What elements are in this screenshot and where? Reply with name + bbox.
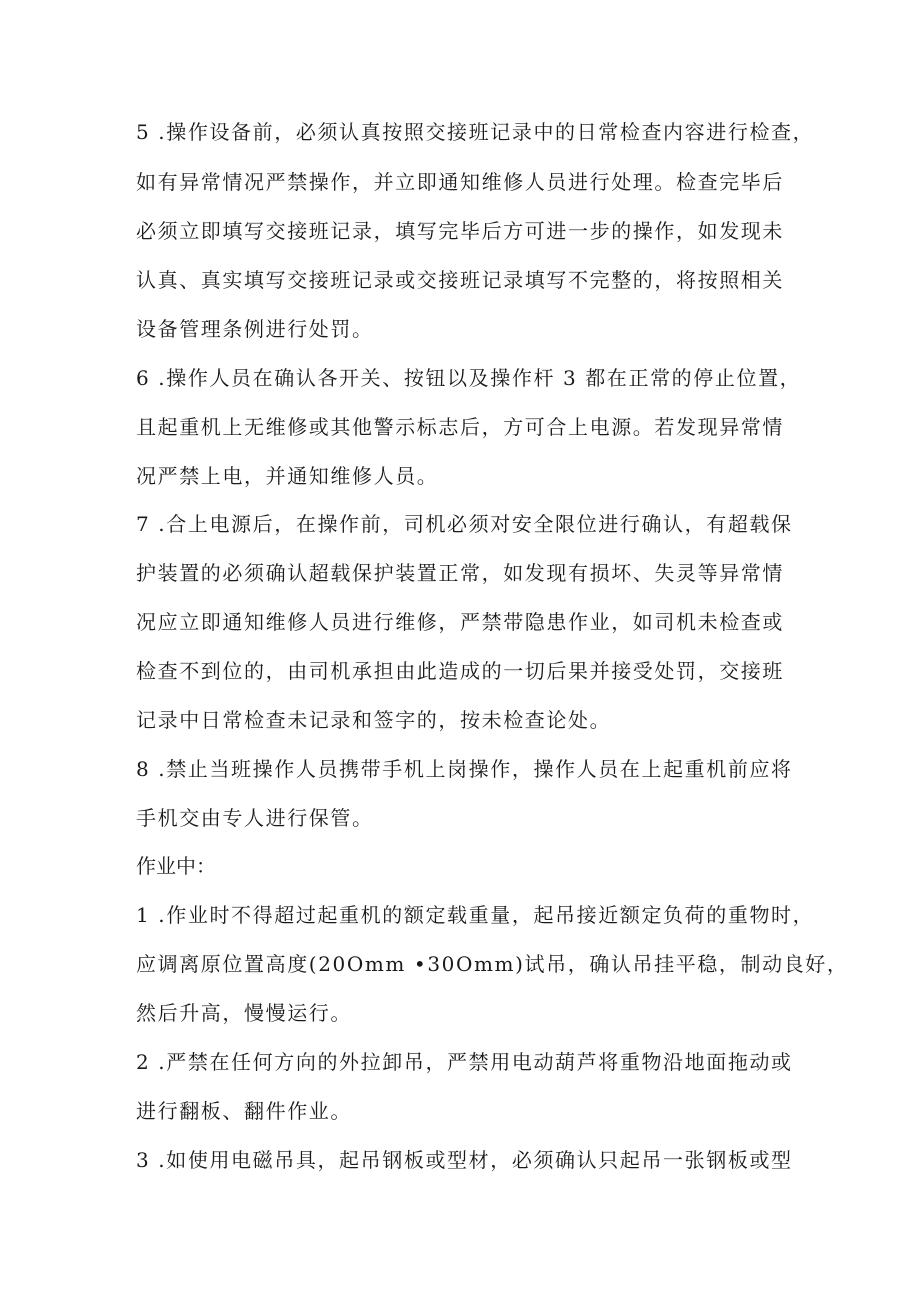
text-line: 设备管理条例进行处罚。 — [136, 317, 374, 341]
text-line: 况应立即通知维修人员进行维修，严禁带隐患作业，如司机未检查或 — [136, 610, 784, 634]
text-line: 检查不到位的，由司机承担由此造成的一切后果并接受处罚，交接班 — [136, 659, 784, 683]
text-line: 且起重机上无维修或其他警示标志后，方可合上电源。若发现异常情 — [136, 415, 784, 439]
text-line: 1 .作业时不得超过起重机的额定载重量，起吊接近额定负荷的重物时， — [136, 903, 815, 927]
text-line: 2 .严禁在任何方向的外拉卸吊，严禁用电动葫芦将重物沿地面拖动或 — [136, 1050, 793, 1074]
text-line: 况严禁上电，并通知维修人员。 — [136, 464, 439, 488]
section-heading: 作业中： — [136, 854, 216, 878]
text-line: 记录中日常检查未记录和签字的，按未检查论处。 — [136, 708, 612, 732]
text-line: 必须立即填写交接班记录，填写完毕后方可进一步的操作，如发现未 — [136, 219, 784, 243]
text-line: 应调离原位置高度(20Omm •30Omm)试吊，确认吊挂平稳，制动良好， — [136, 952, 849, 976]
text-line: 认真、真实填写交接班记录或交接班记录填写不完整的，将按照相关 — [136, 268, 784, 292]
text-line: 护装置的必须确认超载保护装置正常，如发现有损坏、失灵等异常情 — [136, 561, 784, 585]
text-line: 3 .如使用电磁吊具，起吊钢板或型材，必须确认只起吊一张钢板或型 — [136, 1148, 793, 1172]
text-line: 8 .禁止当班操作人员携带手机上岗操作，操作人员在上起重机前应将 — [136, 757, 793, 781]
text-line: 然后升高，慢慢运行。 — [136, 1001, 352, 1025]
text-line: 7 .合上电源后，在操作前，司机必须对安全限位进行确认，有超载保 — [136, 512, 793, 536]
text-line: 手机交由专人进行保管。 — [136, 806, 374, 830]
text-line: 6 .操作人员在确认各开关、按钮以及操作杆 3 都在正常的停止位置， — [136, 366, 802, 390]
text-line: 5 .操作设备前，必须认真按照交接班记录中的日常检查内容进行检查， — [136, 120, 815, 144]
text-line: 如有异常情况严禁操作，并立即通知维修人员进行处理。检查完毕后 — [136, 170, 784, 194]
text-line: 进行翻板、翻件作业。 — [136, 1099, 352, 1123]
